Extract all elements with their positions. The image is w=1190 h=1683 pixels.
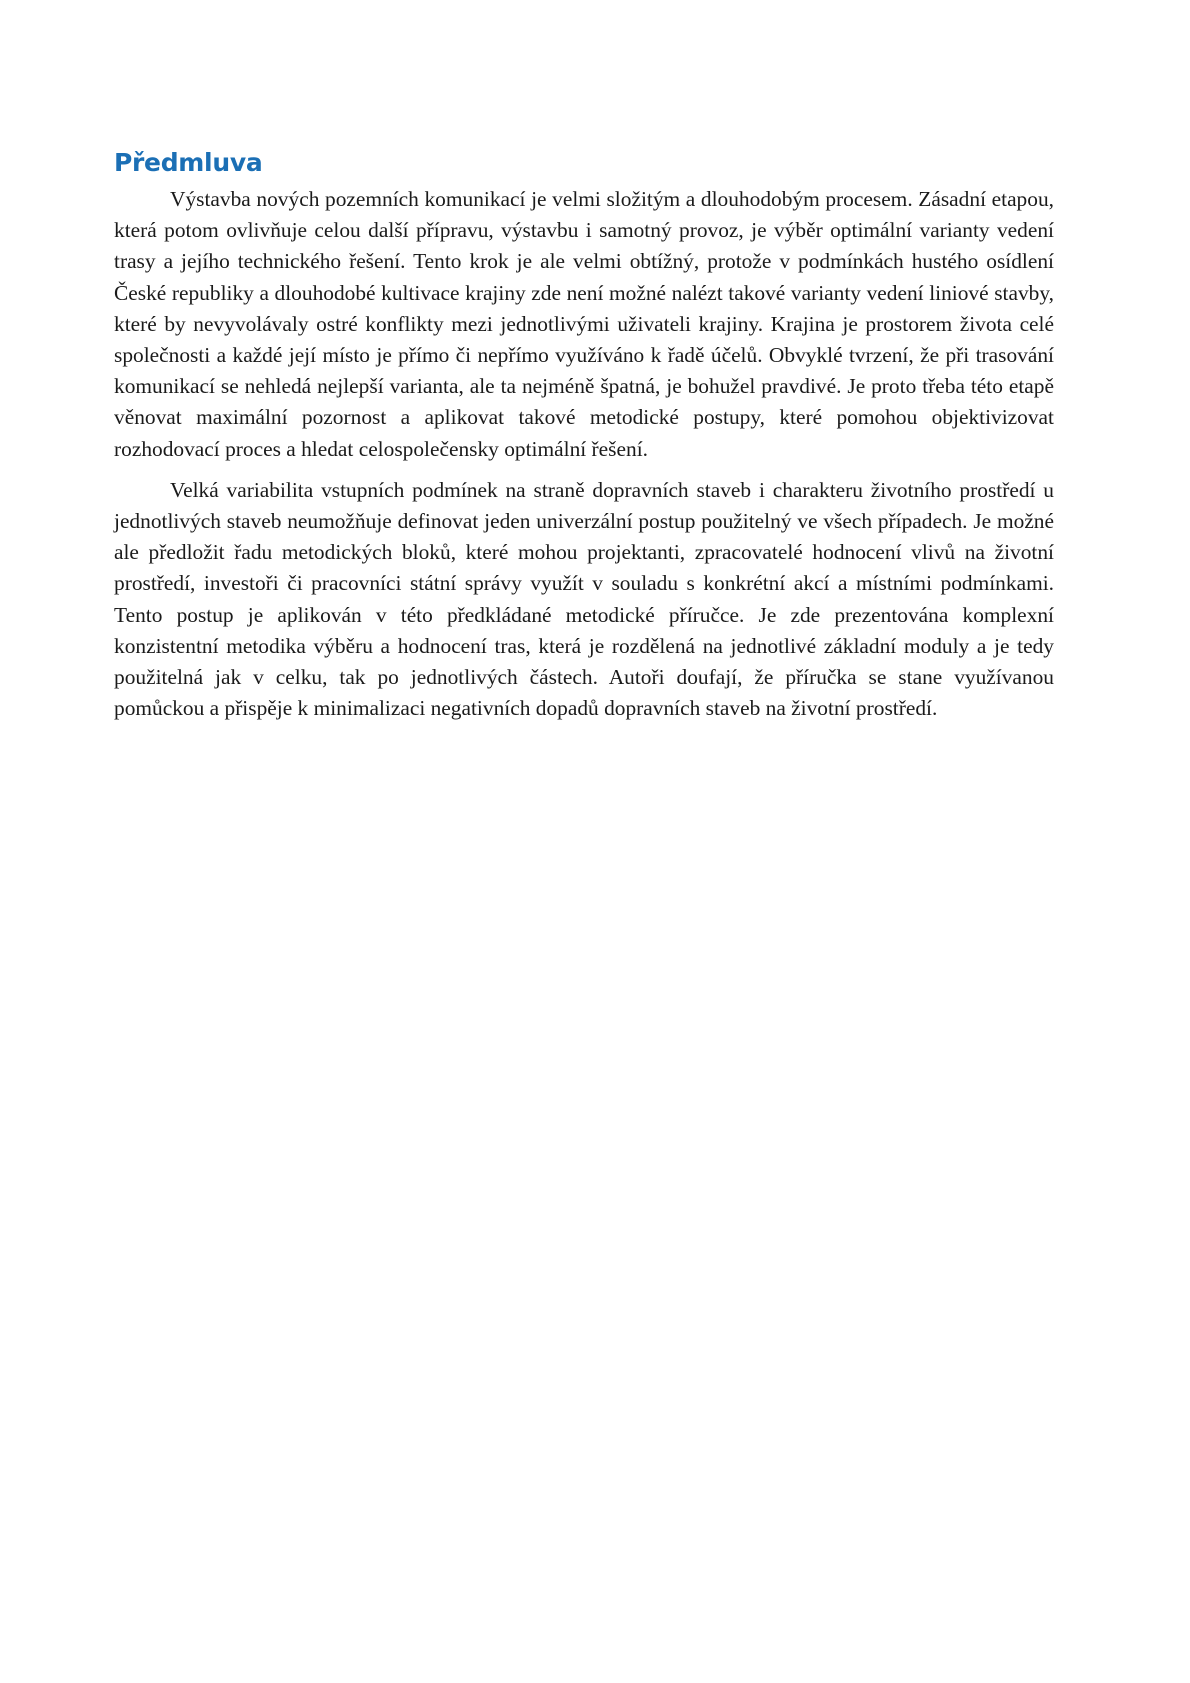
paragraph-intro: Výstavba nových pozemních komunikací je velmi složitým a dlouhodobým procesem. Zásadní etapou, která potom ovlivňuje celou další přípravu, výstavbu i samotný provoz, je výběr optimální varianty vedení trasy a jejího technického řešení. Tento krok je ale velmi obtížný, protože v podmínkách hustého osídlení České republiky a dlouhodobé kultivace krajiny zde není možné nalézt takové varianty vedení liniové stavby, které by nevyvolávaly ostré konflikty mezi jednotlivými uživateli krajiny. Krajina je prostorem života celé společnosti a každé její místo je přímo či nepřímo využíváno k řadě účelů. Obvyklé tvrzení, že při trasování komunikací se nehledá nejlepší varianta, ale ta nejméně špatná, je bohužel pravdivé. Je proto třeba této etapě věnovat maximální pozornost a aplikovat takové metodické postupy, které pomohou objektivizovat rozhodovací proces a hledat celospolečensky optimální řešení. <box>114 187 1054 461</box>
paragraph-methodology: Velká variabilita vstupních podmínek na straně dopravních staveb i charakteru životního prostředí u jednotlivých staveb neumožňuje definovat jeden univerzální postup použitelný ve všech případech. Je možné ale předložit řadu metodických bloků, které mohou projektanti, zpracovatelé hodnocení vlivů na životní prostředí, investoři či pracovníci státní správy využít v souladu s konkrétní akcí a místními podmínkami. Tento postup je aplikován v této předkládané metodické příručce. Je zde prezentována komplexní konzistentní metodika výběru a hodnocení tras, která je rozdělená na jednotlivé základní moduly a je tedy použitelná jak v celku, tak po jednotlivých částech. Autoři doufají, že příručka se stane využívanou pomůckou a přispěje k minimalizaci negativních dopadů dopravních staveb na životní prostředí. <box>114 477 1054 721</box>
document-page <box>114 146 1054 734</box>
section-heading: Předmluva <box>114 148 263 177</box>
